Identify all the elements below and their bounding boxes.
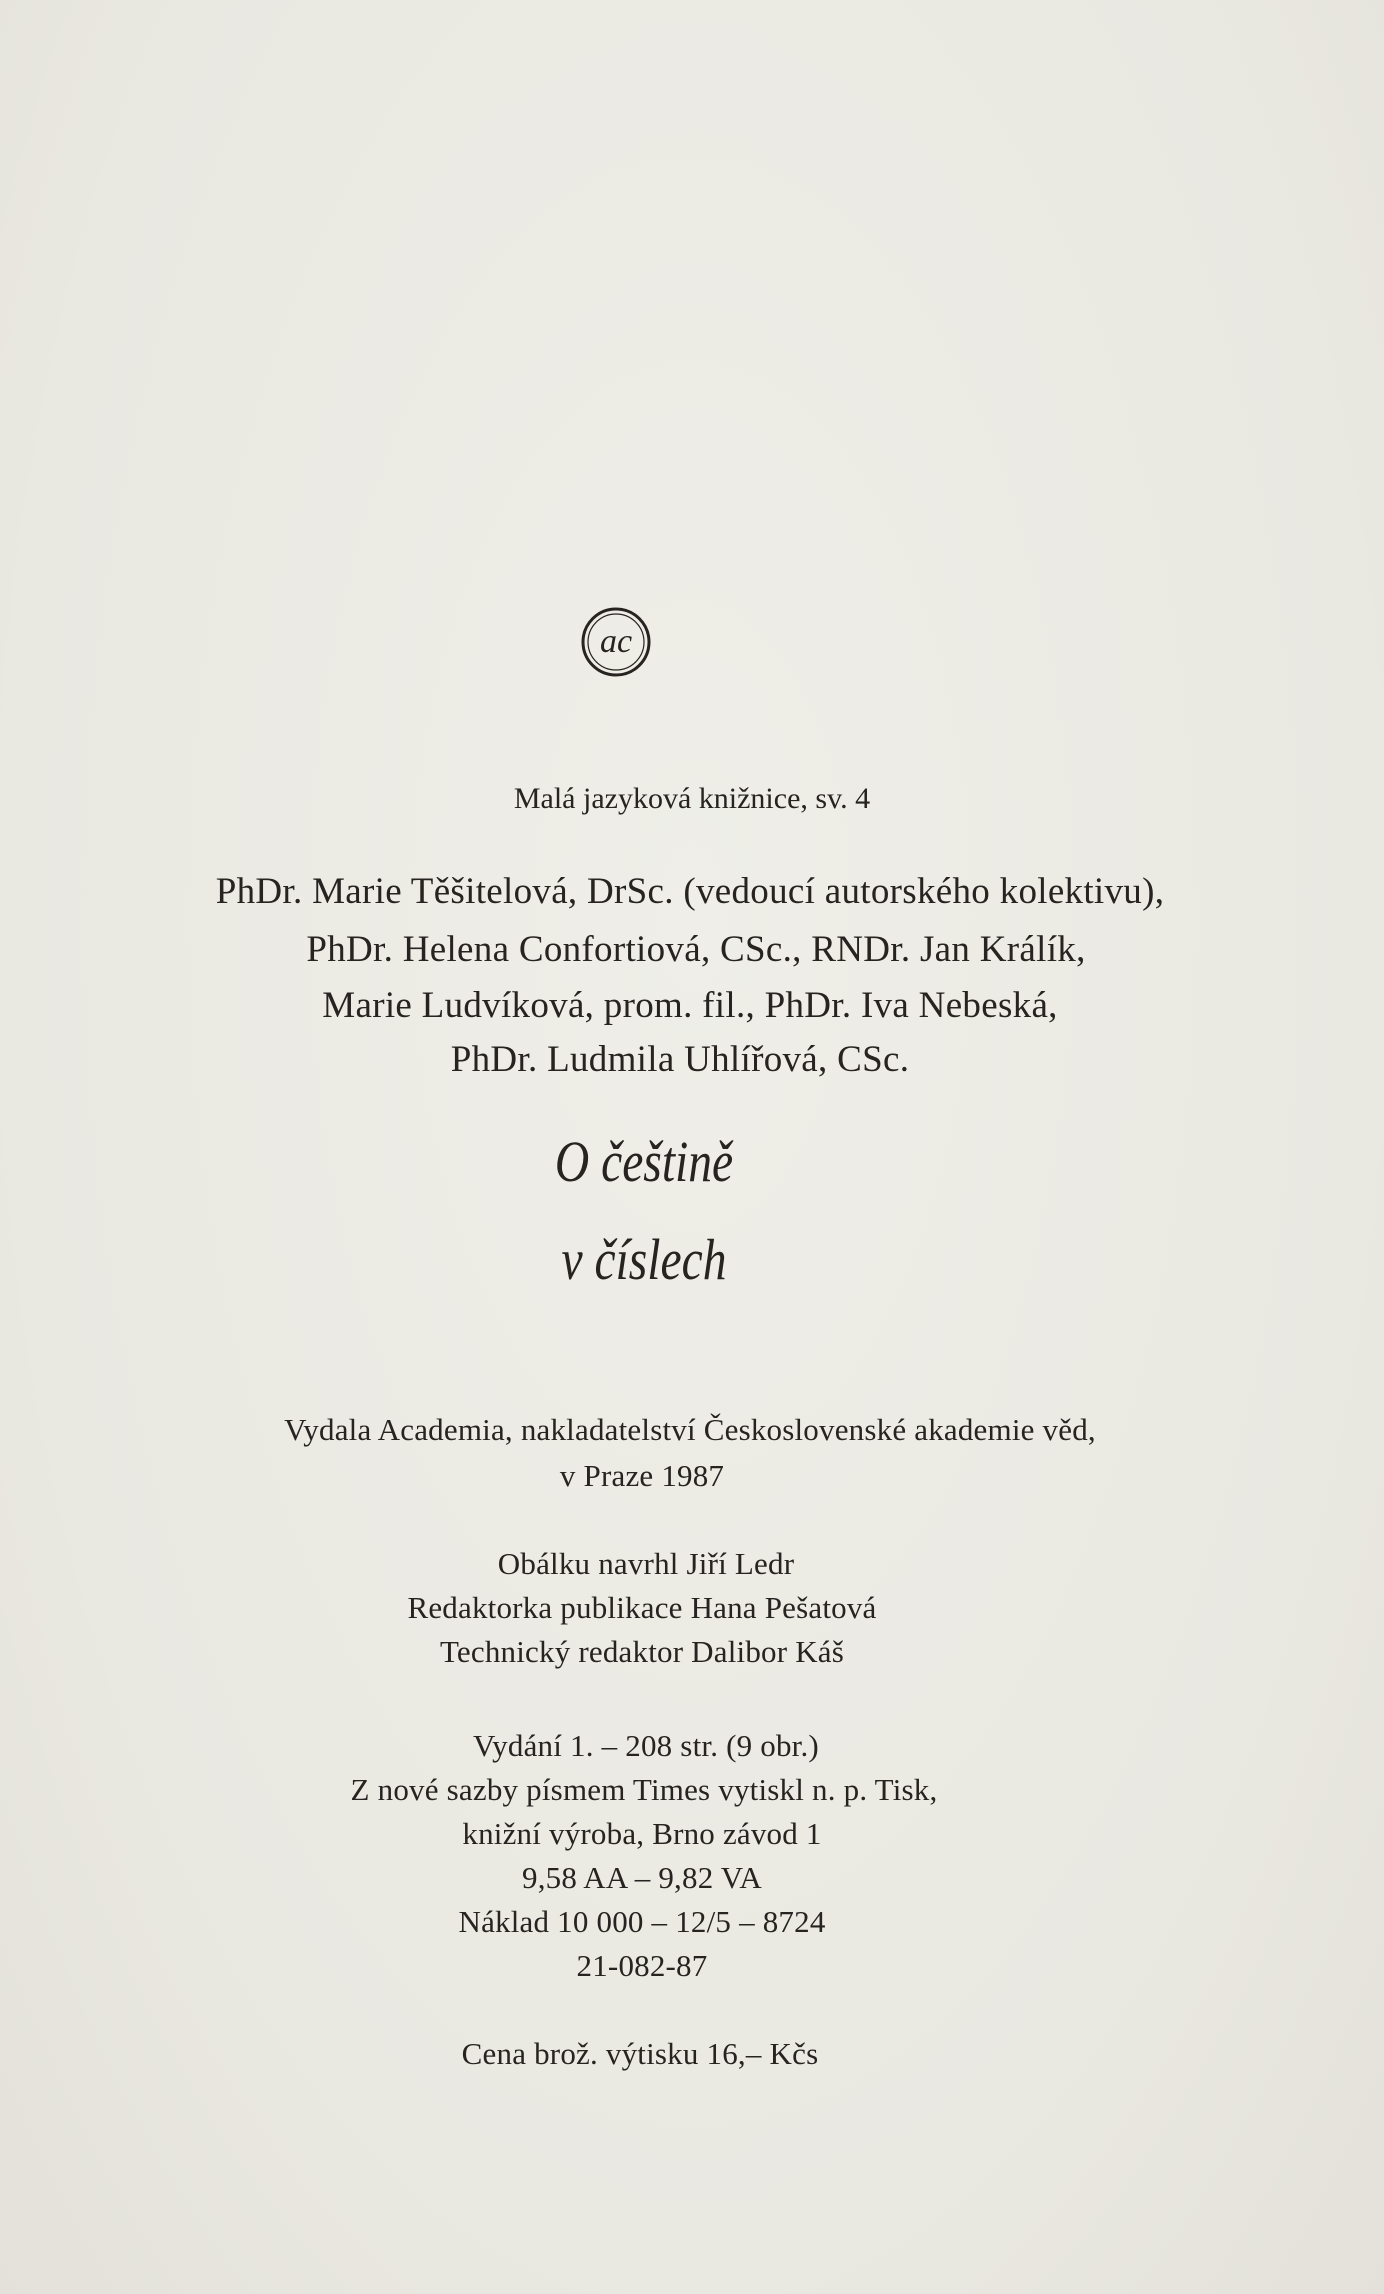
authors-line-3: Marie Ludvíková, prom. fil., PhDr. Iva Nebeská, (322, 985, 1058, 1026)
technical-editor-credit: Technický redaktor Dalibor Káš (439, 1634, 845, 1669)
editor-credit: Redaktorka publikace Hana Pešatová (407, 1590, 877, 1625)
ac-monogram-icon (580, 606, 652, 678)
publisher-line-2: v Praze 1987 (559, 1458, 725, 1493)
edition-line-1: Vydání 1. – 208 str. (9 obr.) (473, 1728, 819, 1763)
book-title-line-1: O češtině (554, 1129, 734, 1194)
price-line: Cena brož. výtisku 16,– Kčs (461, 2036, 819, 2071)
publisher-line-1: Vydala Academia, nakladatelství Československé akademie věd, (284, 1412, 1096, 1447)
cover-design-credit: Obálku navrhl Jiří Ledr (497, 1546, 795, 1581)
edition-line-5: Náklad 10 000 – 12/5 – 8724 (458, 1904, 826, 1939)
book-title-line-2: v číslech (561, 1227, 727, 1292)
edition-line-4: 9,58 AA – 9,82 VA (522, 1860, 762, 1895)
authors-line-1: PhDr. Marie Těšitelová, DrSc. (vedoucí autorského kolektivu), (215, 871, 1165, 912)
edition-line-3: knižní výroba, Brno závod 1 (462, 1816, 822, 1851)
authors-line-4: PhDr. Ludmila Uhlířová, CSc. (450, 1039, 910, 1080)
svg-text:ac: ac (599, 623, 633, 660)
series-line: Malá jazyková knižnice, sv. 4 (513, 782, 871, 815)
authors-line-2: PhDr. Helena Confortiová, CSc., RNDr. Jan Králík, (306, 929, 1086, 970)
edition-line-6: 21-082-87 (576, 1948, 708, 1983)
edition-line-2: Z nové sazby písmem Times vytiskl n. p. Tisk, (350, 1772, 938, 1807)
